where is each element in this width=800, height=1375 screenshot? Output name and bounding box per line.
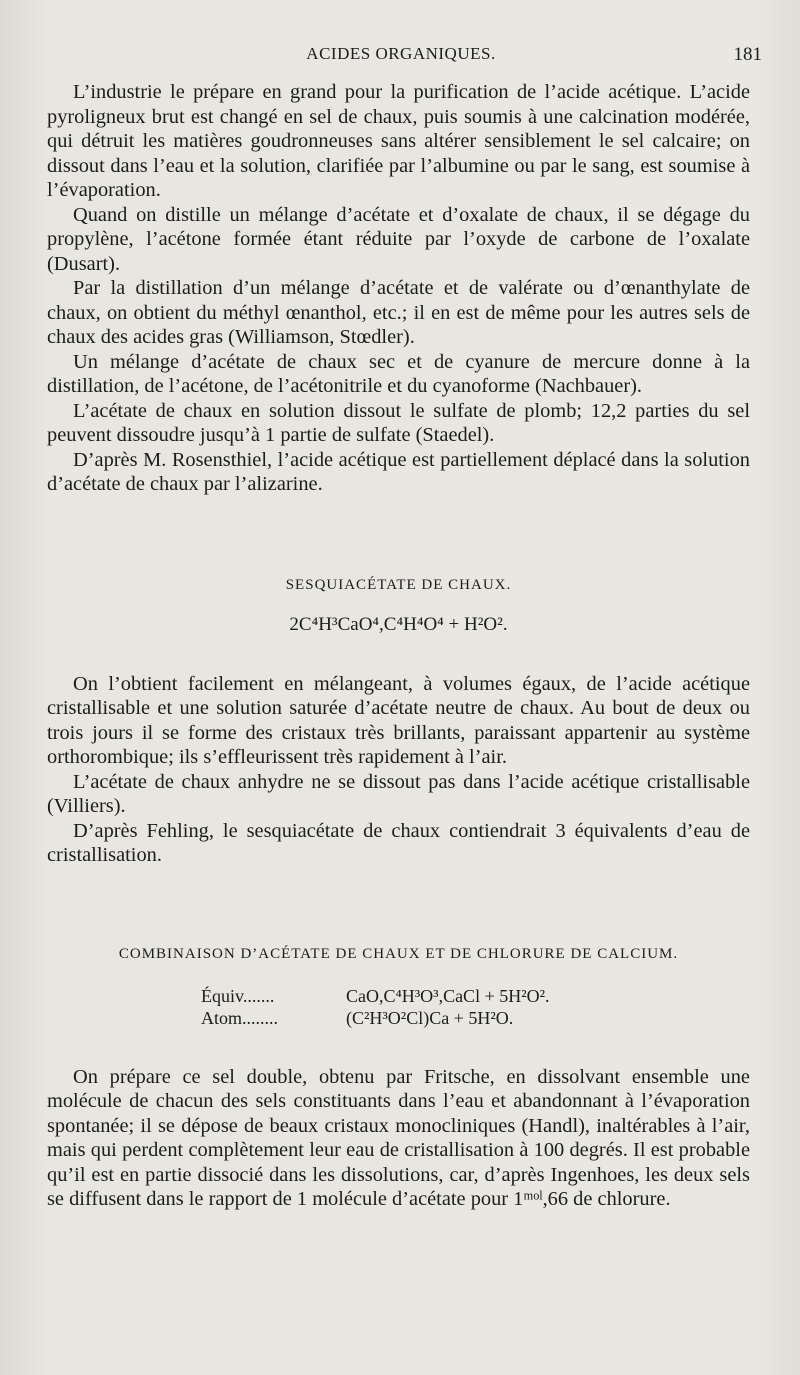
paragraph: Un mélange d’acétate de chaux sec et de cyanure de mercure donne à la distillation, de l’acétone, de l’acétonitrile et du cyanoforme (Nachbauer). xyxy=(47,350,750,397)
running-title: ACIDES ORGANIQUES. xyxy=(306,44,496,63)
formula-label: Équiv....... xyxy=(201,985,275,1006)
paragraph: On prépare ce sel double, obtenu par Fritsche, en dissolvant ensemble une molécule de chacun des sels constituants dans l’eau et abandonnant à l’évaporation spontanée; il se dépose de beaux cristaux monocliniques (Handl), inaltérables à l’air, mais qui perdent complètement leur eau de cristallisation à 100 degrés. Il est probable qu’il est en partie dissocié dans les dissolutions, car, d’après Ingenhoes, les deux sels se diffusent dans le rapport de 1 molécule d’acétate pour 1ᵐᵒˡ,66 de chlorure. xyxy=(47,1065,750,1210)
formula-row xyxy=(47,985,750,1007)
formula-row xyxy=(47,1007,750,1029)
paragraph: Par la distillation d’un mélange d’acétate et de valérate ou d’œnanthylate de chaux, on obtient du méthyl œnanthol, etc.; il en est de même pour les autres sels de chaux des acides gras (Williamson, Stœdler). xyxy=(47,277,750,348)
paragraph: On l’obtient facilement en mélangeant, à volumes égaux, de l’acide acétique cristallisable et une solution saturée d’acétate neutre de chaux. Au bout de deux ou trois jours il se forme des cristaux très brillants, paraissant appartenir au système orthorombique; ils s’effleurissent très rapidement à l’air. xyxy=(47,672,750,768)
paragraph: L’industrie le prépare en grand pour la purification de l’acide acétique. L’acide pyroligneux brut est changé en sel de chaux, puis soumis à une calcination modérée, qui détruit les matières goudronneuses sans altérer sensiblement le sel calcaire; on dissout dans l’eau et la solution, clarifiée par l’albumine ou par le sang, est soumise à l’évaporation. xyxy=(47,81,750,201)
paragraph: D’après M. Rosensthiel, l’acide acétique est partiellement déplacé dans la solution d’acétate de chaux par l’alizarine. xyxy=(47,448,750,495)
page-header xyxy=(40,44,762,74)
formula-value: (C²H³O²Cl)Ca + 5H²O. xyxy=(346,1007,514,1028)
paragraph: Quand on distille un mélange d’acétate et d’oxalate de chaux, il se dégage du propylène, l’acétone formée étant réduite par l’oxyde de carbone de l’oxalate (Dusart). xyxy=(47,203,750,275)
section-title: COMBINAISON D’ACÉTATE DE CHAUX ET DE CHLORURE DE CALCIUM. xyxy=(118,945,679,962)
paragraph: L’acétate de chaux en solution dissout le sulfate de plomb; 12,2 parties du sel peuvent dissoudre jusqu’à 1 partie de sulfate (Staedel). xyxy=(47,399,750,446)
chemical-formula: 2C⁴H³CaO⁴,C⁴H⁴O⁴ + H²O². xyxy=(289,613,508,635)
paragraph: L’acétate de chaux anhydre ne se dissout pas dans l’acide acétique cristallisable (Villiers). xyxy=(47,770,750,817)
page-number: 181 xyxy=(733,44,762,65)
formula-label: Atom........ xyxy=(201,1007,279,1028)
page-content xyxy=(47,80,750,1212)
formula-value: CaO,C⁴H³O³,CaCl + 5H²O². xyxy=(346,985,550,1006)
paragraph: D’après Fehling, le sesquiacétate de chaux contiendrait 3 équivalents d’eau de cristallisation. xyxy=(47,819,750,866)
section-title: SESQUIACÉTATE DE CHAUX. xyxy=(285,576,512,593)
